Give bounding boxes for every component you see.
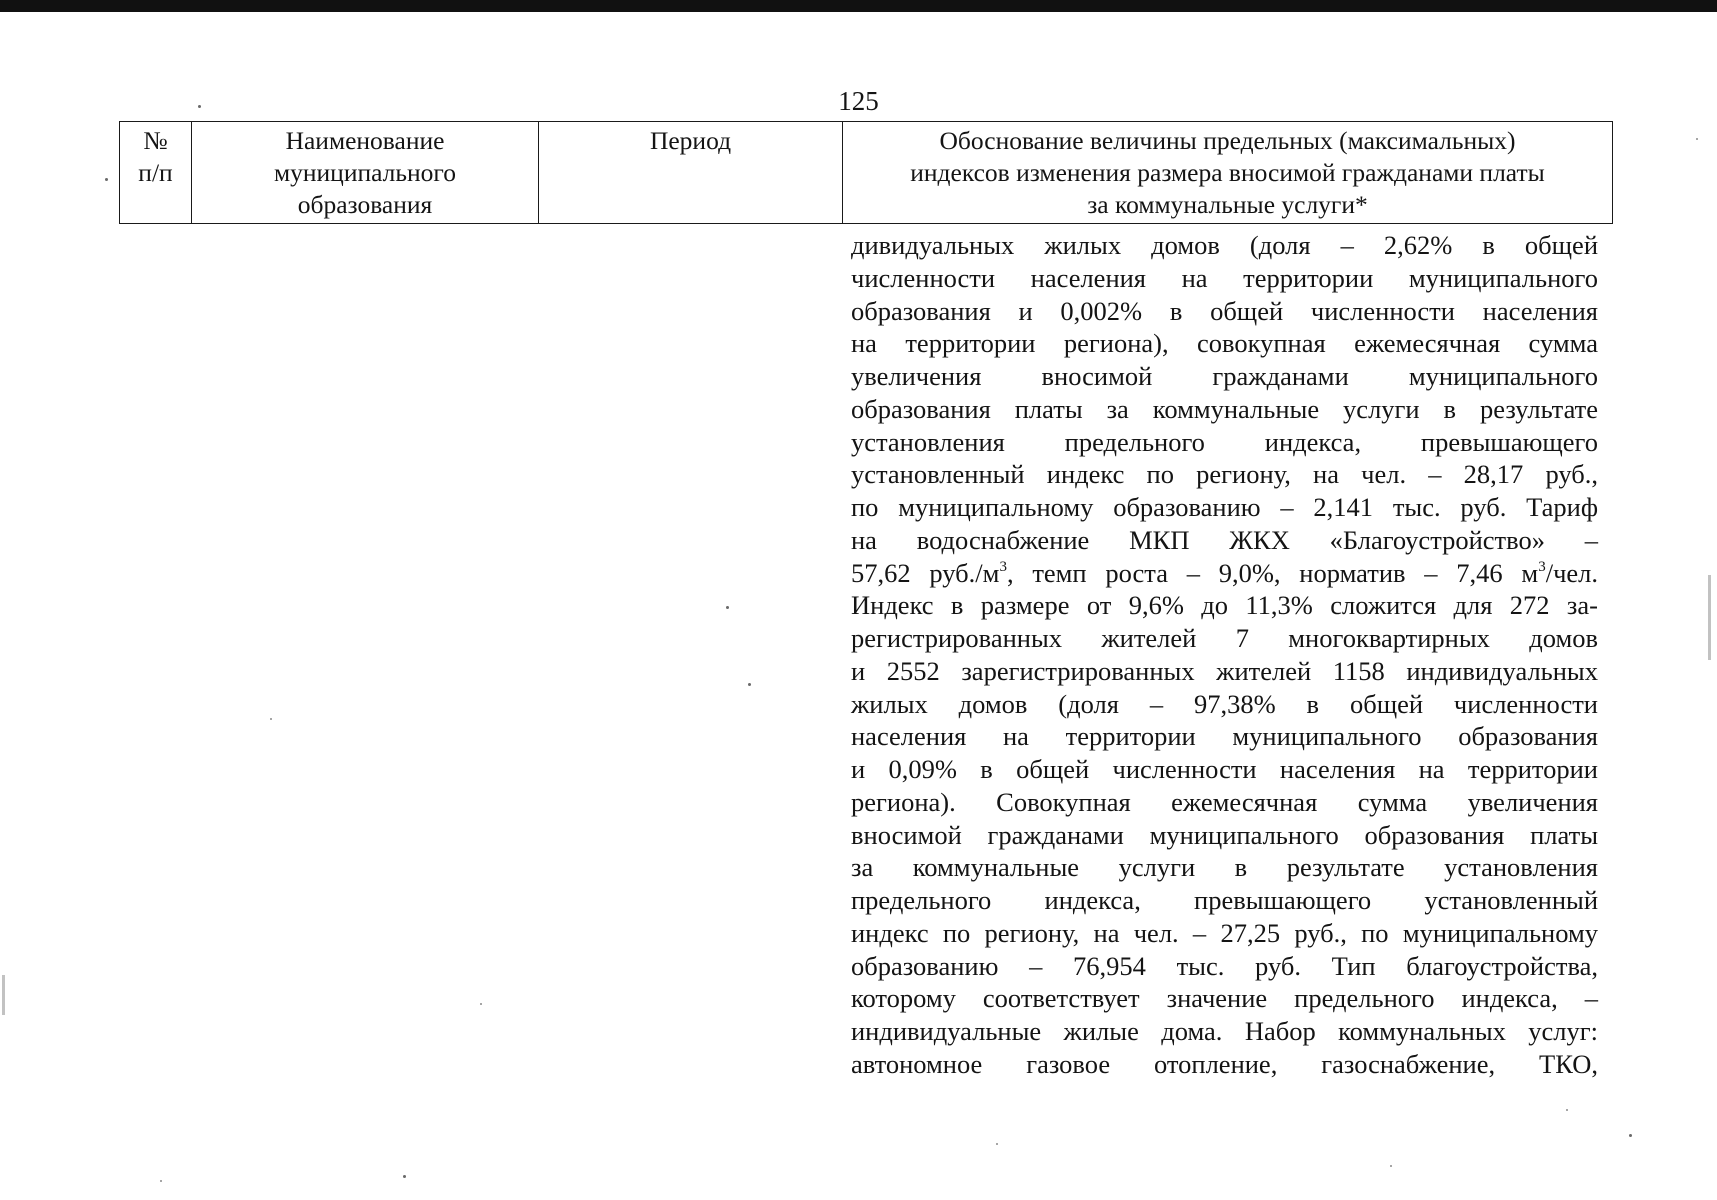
scan-speck [480, 1003, 482, 1005]
text-line: численности населения на территории муниципального [851, 262, 1598, 293]
scan-top-border [0, 0, 1717, 12]
scan-speck [198, 105, 201, 108]
text-line: вносимой гражданами муниципального образования платы [851, 819, 1598, 850]
scan-speck [1696, 138, 1698, 140]
table-header-row [120, 122, 1613, 224]
scan-speck [748, 683, 751, 686]
scan-speck [160, 1180, 162, 1182]
text-line: Индекс в размере от 9,6% до 11,3% сложится для 272 за- [851, 590, 1598, 621]
text-line: на водоснабжение МКП ЖКХ «Благоустройство» – [851, 524, 1598, 555]
text-line: которому соответствует значение предельного индекса, – [851, 983, 1598, 1014]
header-text: Наименование [285, 126, 445, 155]
scan-speck [1566, 1109, 1568, 1111]
text-fragment: /чел. [1545, 557, 1599, 588]
text-line: дивидуальных жилых домов (доля – 2,62% в общей [851, 230, 1598, 260]
superscript: 3 [1538, 558, 1546, 575]
scan-speck [996, 1143, 998, 1145]
text-line: предельного индекса, превышающего установленный [851, 885, 1598, 915]
text-line: образования и 0,002% в общей численности населения [851, 295, 1598, 326]
text-line: жилых домов (доля – 97,38% в общей численности [851, 688, 1598, 719]
text-line: региона). Совокупная ежемесячная сумма увеличения [851, 786, 1598, 817]
text-fragment: , темп роста – 9,0%, норматив – 7,46 м [1006, 557, 1539, 588]
scan-speck [1629, 1134, 1632, 1137]
text-line: индивидуальные жилые дома. Набор коммунальных услуг: [851, 1016, 1598, 1046]
header-text: № [143, 126, 168, 155]
scan-edge-mark [2, 975, 5, 1015]
text-line: и 0,09% в общей численности населения на территории [851, 754, 1598, 784]
header-text: образования [297, 190, 433, 219]
scan-edge-mark [1708, 575, 1711, 660]
header-text: индексов изменения размера вносимой гражданами платы [910, 158, 1545, 187]
text-line: образованию – 76,954 тыс. руб. Тип благоустройства, [851, 950, 1598, 981]
scan-speck [726, 606, 729, 609]
text-line: установления предельного индекса, превышающего [851, 426, 1598, 457]
text-line: автономное газовое отопление, газоснабжение, ТКО, [851, 1048, 1598, 1079]
header-cell-number [120, 122, 192, 224]
text-line: регистрированных жителей 7 многоквартирных домов [851, 623, 1598, 653]
text-line: образования платы за коммунальные услуги в результате [851, 393, 1598, 424]
text-line: на территории региона), совокупная ежемесячная сумма [851, 328, 1598, 359]
text-line: индекс по региону, на чел. – 27,25 руб., по муниципальному [851, 917, 1598, 948]
text-line: установленный индекс по региону, на чел. – 28,17 руб., [851, 459, 1598, 490]
header-text: Обоснование величины предельных (максимальных) [939, 126, 1516, 155]
header-text: Период [649, 126, 732, 155]
scan-speck [403, 1175, 406, 1178]
text-line-with-units [851, 557, 1598, 590]
header-cell-justification [843, 122, 1613, 224]
superscript: 3 [999, 558, 1007, 575]
header-text: п/п [138, 158, 173, 187]
text-fragment: 57,62 руб./м [851, 557, 1000, 588]
text-line: и 2552 зарегистрированных жителей 1158 индивидуальных [851, 655, 1598, 686]
text-line: населения на территории муниципального образования [851, 721, 1598, 752]
justification-text [851, 229, 1598, 1081]
scan-speck [270, 718, 272, 720]
text-line: увеличения вносимой гражданами муниципального [851, 361, 1598, 391]
text-line: за коммунальные услуги в результате установления [851, 852, 1598, 883]
scan-speck [1390, 1165, 1392, 1167]
header-cell-municipality [192, 122, 539, 224]
header-text: муниципального [274, 158, 456, 187]
table-header [119, 121, 1613, 224]
header-cell-period [539, 122, 843, 224]
header-text: за коммунальные услуги* [1087, 190, 1368, 219]
text-line: по муниципальному образованию – 2,141 тыс. руб. Тариф [851, 492, 1598, 522]
page-number: 125 [838, 86, 879, 116]
scan-speck [105, 178, 108, 181]
